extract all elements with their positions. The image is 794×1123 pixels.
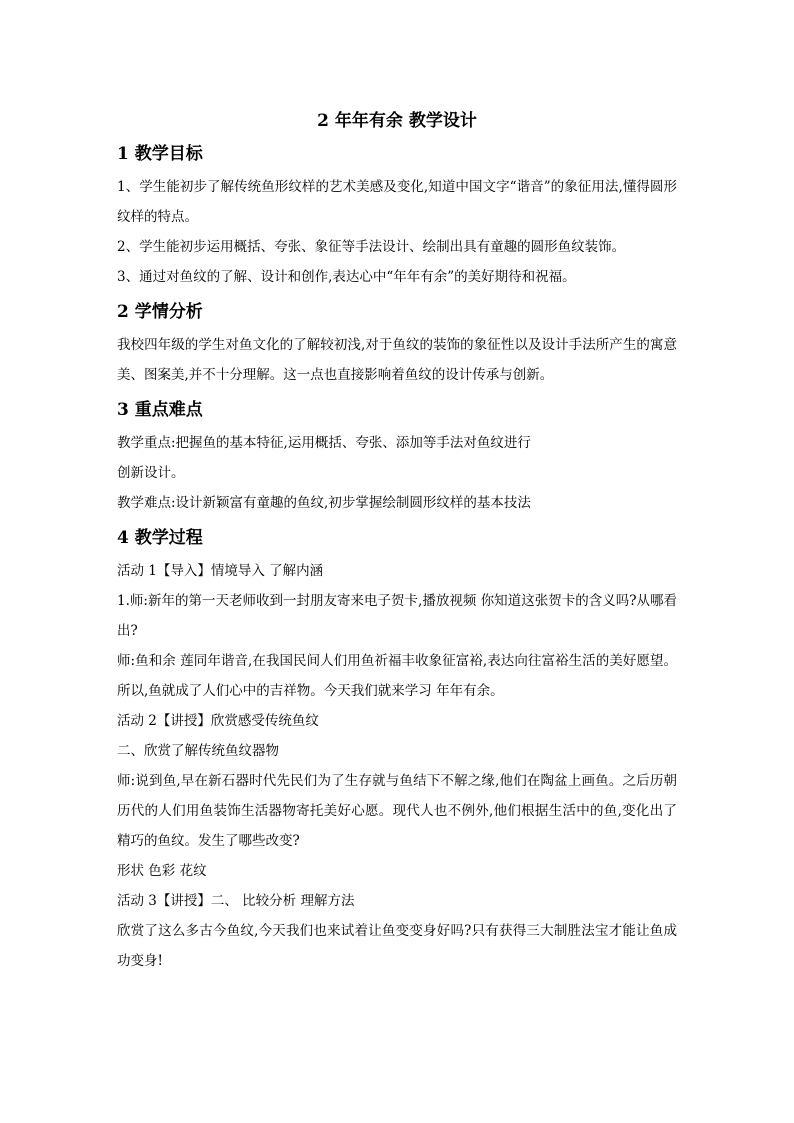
- paragraph: 师:说到鱼,早在新石器时代先民们为了生存就与鱼结下不解之缘,他们在陶盆上画鱼。之后历朝历代的人们用鱼装饰生活器物寄托美好心愿。现代人也不例外,他们根据生活中的鱼,变化出了精巧的鱼纹。发生了哪些改变?: [117, 773, 677, 849]
- paragraph: 活动 2【讲授】欣赏感受传统鱼纹: [117, 713, 319, 729]
- document-page: [117, 100, 677, 976]
- paragraph: 二、欣赏了解传统鱼纹器物: [117, 743, 279, 759]
- section-heading-key-points: 3 重点难点: [117, 400, 203, 420]
- paragraph: 我校四年级的学生对鱼文化的了解较初浅,对于鱼纹的装饰的象征性以及设计手法所产生的寓意美、图案美,并不十分理解。这一点也直接影响着鱼纹的设计传承与创新。: [117, 337, 677, 383]
- paragraph: 1.师:新年的第一天老师收到一封朋友寄来电子贺卡,播放视频 你知道这张贺卡的含义吗?从哪看出?: [117, 593, 677, 639]
- paragraph: 3、通过对鱼纹的了解、设计和创作,表达心中“年年有余”的美好期待和祝福。: [117, 269, 576, 285]
- paragraph: 1、学生能初步了解传统鱼形纹样的艺术美感及变化,知道中国文字“谐音”的象征用法,懂得圆形纹样的特点。: [117, 179, 677, 225]
- paragraph: 活动 1【导入】情境导入 了解内涵: [117, 563, 324, 579]
- section-heading-student-analysis: 2 学情分析: [117, 302, 203, 322]
- paragraph: 师:鱼和余 莲同年谐音,在我国民间人们用鱼祈福丰收象征富裕,表达向往富裕生活的美好愿望。所以,鱼就成了人们心中的吉祥物。今天我们就来学习 年年有余。: [117, 653, 677, 699]
- paragraph: 教学重点:把握鱼的基本特征,运用概括、夸张、添加等手法对鱼纹进行: [117, 435, 531, 451]
- paragraph: 活动 3【讲授】二、 比较分析 理解方法: [117, 893, 355, 909]
- section-heading-teaching-process: 4 教学过程: [117, 528, 203, 548]
- paragraph: 形状 色彩 花纹: [117, 863, 207, 879]
- paragraph: 创新设计。: [117, 465, 185, 481]
- section-heading-teaching-goals: 1 教学目标: [117, 144, 203, 164]
- paragraph: 教学难点:设计新颖富有童趣的鱼纹,初步掌握绘制圆形纹样的基本技法: [117, 495, 531, 511]
- document-title: 2 年年有余 教学设计: [317, 111, 477, 131]
- paragraph: 2、学生能初步运用概括、夸张、象征等手法设计、绘制出具有童趣的圆形鱼纹装饰。: [117, 239, 626, 255]
- paragraph: 欣赏了这么多古今鱼纹,今天我们也来试着让鱼变变身好吗?只有获得三大制胜法宝才能让鱼成功变身!: [117, 923, 677, 969]
